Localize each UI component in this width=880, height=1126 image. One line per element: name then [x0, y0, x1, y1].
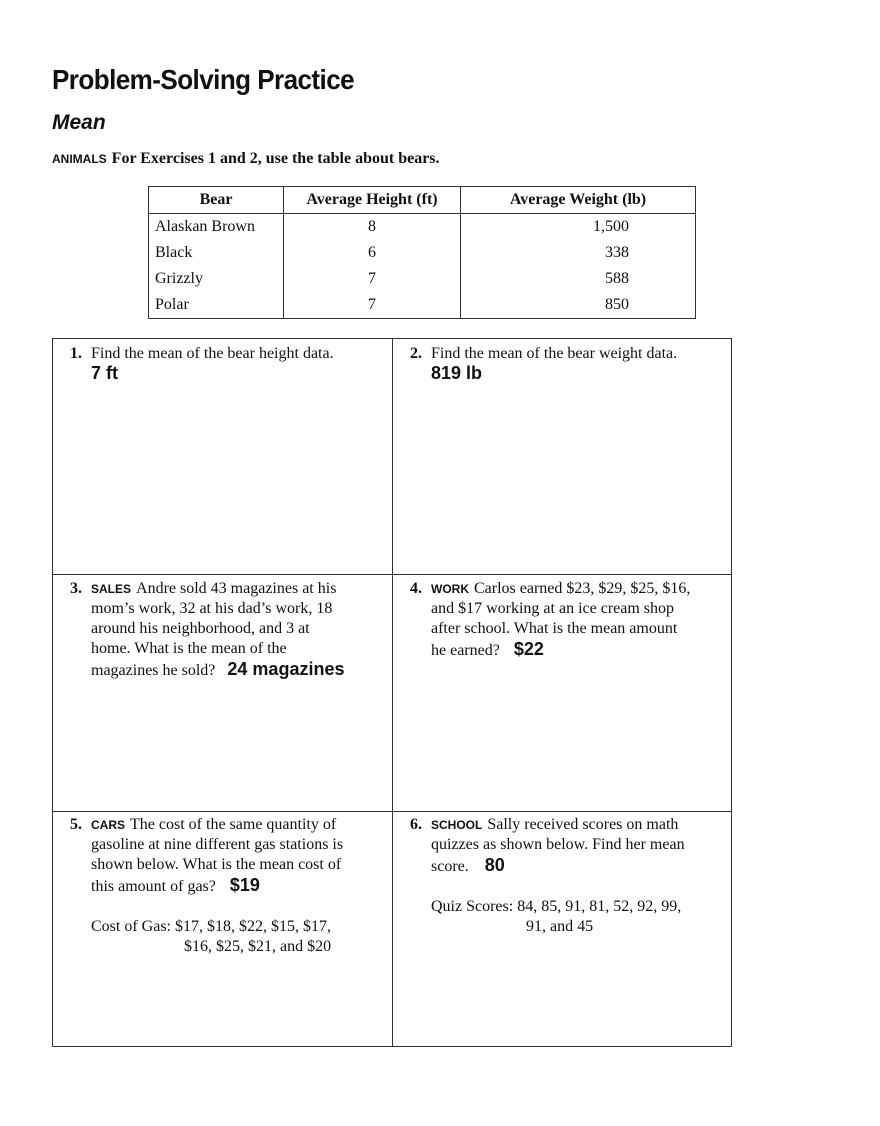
problem-line: he earned? [431, 642, 500, 659]
instruction-text: For Exercises 1 and 2, use the table about bears. [111, 150, 440, 167]
category-label: WORK [431, 582, 469, 596]
problem-text [91, 344, 334, 383]
bear-name: Black [149, 240, 284, 266]
problem-line: Carlos earned $23, $29, $25, $16, [474, 580, 691, 597]
problem-number: 2. [410, 345, 422, 362]
page-subtitle: Mean [52, 111, 106, 134]
problem-5 [53, 812, 393, 1048]
table-row [149, 240, 696, 266]
bear-table [148, 186, 696, 319]
problem-4 [393, 575, 733, 811]
answer: $22 [513, 639, 544, 659]
bear-weight: 1,500 [461, 214, 696, 241]
problem-2 [393, 339, 733, 575]
category-label: SCHOOL [431, 818, 483, 832]
bear-weight: 588 [461, 266, 696, 292]
problem-1 [53, 339, 393, 575]
problem-text [431, 815, 685, 937]
problem-line: Find the mean of the bear weight data. [431, 345, 678, 362]
problem-number: 4. [410, 580, 422, 597]
problem-line: The cost of the same quantity of [130, 816, 337, 833]
bear-weight: 338 [461, 240, 696, 266]
bear-name: Polar [149, 292, 284, 319]
answer: 24 magazines [227, 659, 345, 679]
extra-line: 91, and 45 [526, 918, 594, 935]
extra-label: Cost of Gas: [91, 918, 171, 935]
extra-line: $17, $18, $22, $15, $17, [175, 918, 331, 935]
problem-number: 1. [70, 345, 82, 362]
problem-line: shown below. What is the mean cost of [91, 856, 342, 873]
problem-text [431, 344, 677, 383]
problem-line: and $17 working at an ice cream shop [431, 600, 675, 617]
table-header-row [149, 187, 696, 214]
problem-line: score. [431, 858, 469, 875]
problem-text [91, 815, 343, 957]
problem-line: magazines he sold? [91, 662, 216, 679]
table-row [149, 292, 696, 319]
extra-line: 84, 85, 91, 81, 52, 92, 99, [517, 898, 682, 915]
instructions [52, 150, 440, 168]
answer: 819 lb [431, 363, 483, 383]
problem-line: after school. What is the mean amount [431, 620, 678, 637]
table-row [149, 214, 696, 241]
bear-height: 8 [284, 214, 461, 241]
bear-weight: 850 [461, 292, 696, 319]
problem-number: 3. [70, 580, 82, 597]
problem-line: Sally received scores on math [487, 816, 679, 833]
problems-grid [52, 338, 732, 1047]
column-header: Bear [149, 187, 284, 214]
bear-height: 7 [284, 292, 461, 319]
category-label: ANIMALS [52, 152, 107, 166]
problem-3 [53, 575, 393, 811]
problem-text [91, 579, 344, 681]
category-label: SALES [91, 582, 132, 596]
page-title: Problem-Solving Practice [52, 64, 355, 95]
problem-line: Find the mean of the bear height data. [91, 345, 334, 362]
extra-label: Quiz Scores: [431, 898, 514, 915]
problem-line: home. What is the mean of the [91, 640, 287, 657]
problem-line: around his neighborhood, and 3 at [91, 620, 310, 637]
problem-line: mom’s work, 32 at his dad’s work, 18 [91, 600, 333, 617]
extra-line: $16, $25, $21, and $20 [184, 938, 332, 955]
answer: 80 [484, 855, 505, 875]
problem-line: quizzes as shown below. Find her mean [431, 836, 685, 853]
bear-name: Alaskan Brown [149, 214, 284, 241]
problem-6 [393, 812, 733, 1048]
problem-number: 6. [410, 816, 422, 833]
column-header: Average Height (ft) [284, 187, 461, 214]
problem-line: Andre sold 43 magazines at his [136, 580, 337, 597]
problem-line: gasoline at nine different gas stations is [91, 836, 344, 853]
problem-text [431, 579, 690, 661]
answer: $19 [229, 875, 260, 895]
bear-height: 7 [284, 266, 461, 292]
answer: 7 ft [91, 363, 118, 383]
problem-number: 5. [70, 816, 82, 833]
category-label: CARS [91, 818, 126, 832]
bear-height: 6 [284, 240, 461, 266]
problem-line: this amount of gas? [91, 878, 216, 895]
table-row [149, 266, 696, 292]
column-header: Average Weight (lb) [461, 187, 696, 214]
bear-name: Grizzly [149, 266, 284, 292]
